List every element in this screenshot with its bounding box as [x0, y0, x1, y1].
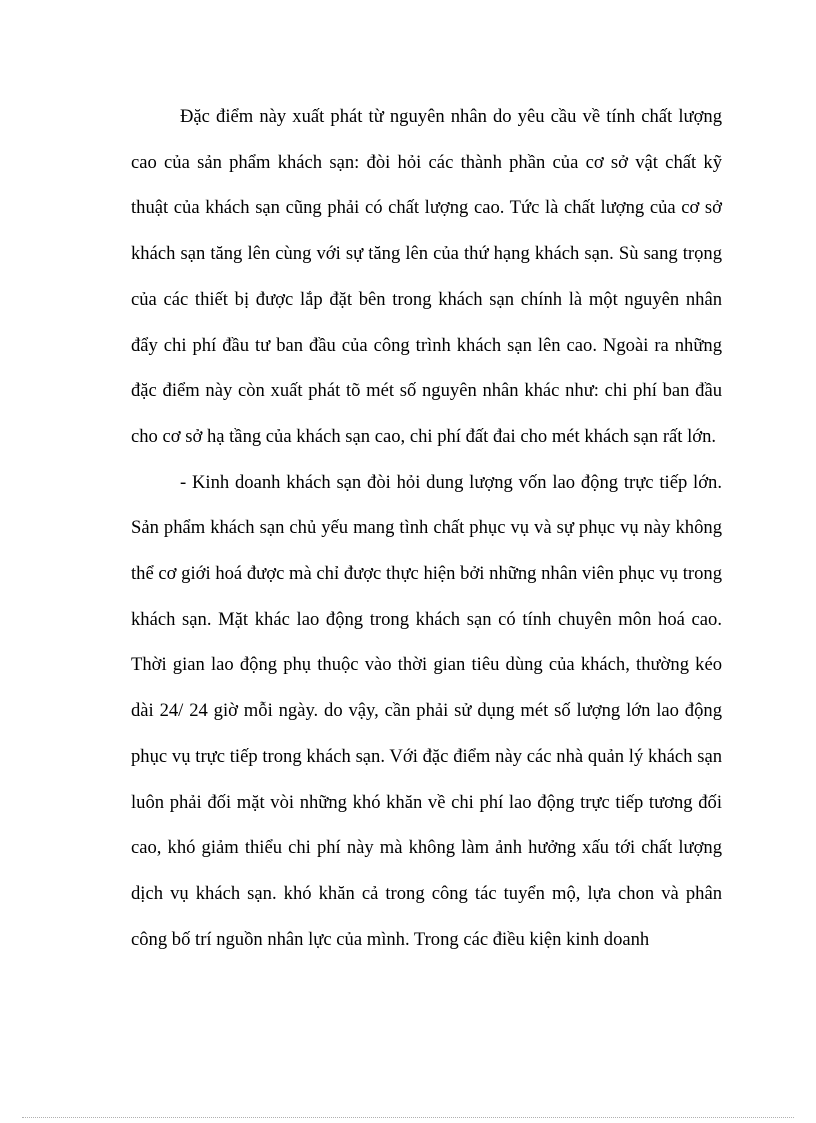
body-text	[131, 94, 722, 962]
page-bottom-edge	[22, 1117, 794, 1118]
paragraph-2: - Kinh doanh khách sạn đòi hỏi dung lượng vốn lao động trực tiếp lớn. Sản phẩm khách sạn chủ yếu mang tình chất phục vụ và sự phục vụ này không thể cơ giới hoá được mà chỉ được thực hiện bởi những nhân viên phục vụ trong khách sạn. Mặt khác lao động trong khách sạn có tính chuyên môn hoá cao. Thời gian lao động phụ thuộc vào thời gian tiêu dùng của khách, thường kéo dài 24/ 24 giờ mỗi ngày. do vậy, cần phải sử dụng mét số lượng lớn lao động phục vụ trực tiếp trong khách sạn. Với đặc điểm này các nhà quản lý khách sạn luôn phải đối mặt vòi những khó khăn về chi phí lao động trực tiếp tương đối cao, khó giảm thiểu chi phí này mà không làm ảnh hưởng xấu tới chất lượng dịch vụ khách sạn. khó khăn cả trong công tác tuyển mộ, lựa chon và phân công bố trí nguồn nhân lực của mình. Trong các điều kiện kinh doanh	[131, 471, 722, 950]
paragraph-1: Đặc điểm này xuất phát từ nguyên nhân do yêu cầu về tính chất lượng cao của sản phẩm khách sạn: đòi hỏi các thành phần của cơ sở vật chất kỹ thuật của khách sạn cũng phải có chất lượng cao. Tức là chất lượng của cơ sở khách sạn tăng lên cùng với sự tăng lên của thứ hạng khách sạn. Sù sang trọng của các thiết bị được lắp đặt bên trong khách sạn chính là một nguyên nhân đẩy chi phí đầu tư ban đầu của công trình khách sạn lên cao. Ngoài ra những đặc điểm này còn xuất phát tõ mét số nguyên nhân khác như: chi phí ban đầu cho cơ sở hạ tầng của khách sạn cao, chi phí đất đai cho mét khách sạn rất lớn.	[131, 106, 722, 447]
